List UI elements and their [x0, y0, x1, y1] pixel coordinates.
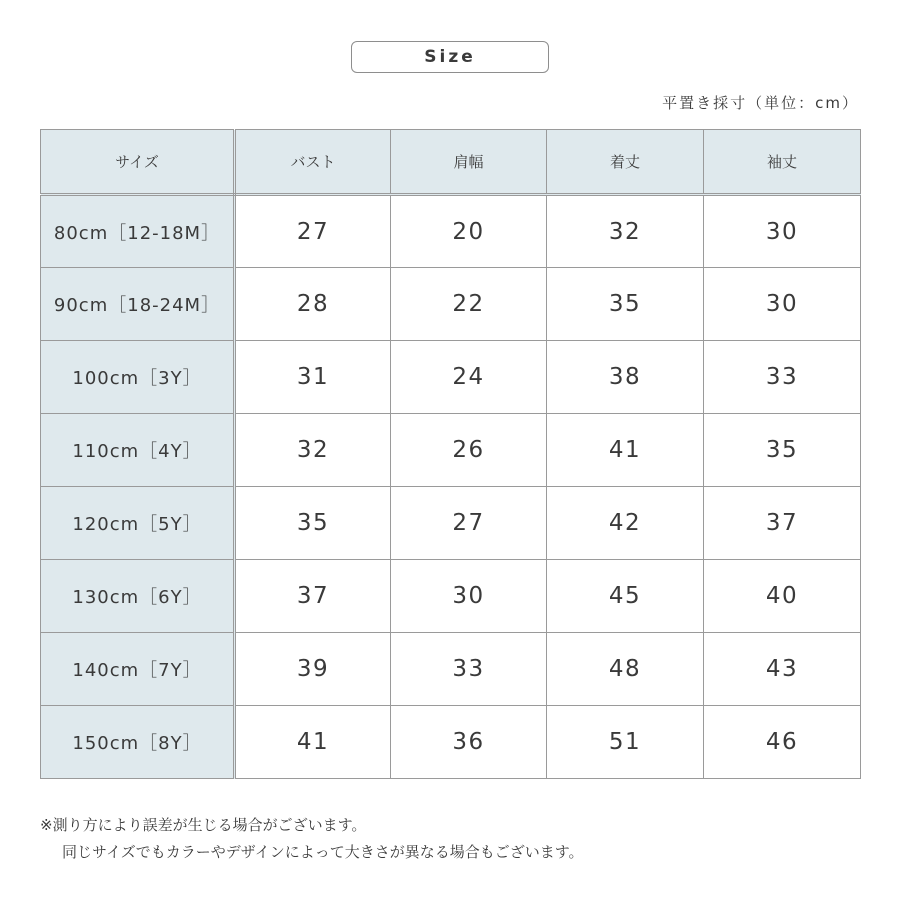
table-row — [41, 633, 861, 706]
shoulder-width-value: 36 — [391, 706, 547, 779]
table-row — [41, 195, 861, 268]
column-header-size: サイズ — [41, 130, 235, 195]
length-value: 41 — [547, 414, 704, 487]
bust-value: 37 — [235, 560, 391, 633]
size-chart-header — [41, 130, 861, 195]
shoulder-width-value: 30 — [391, 560, 547, 633]
shoulder-width-value: 22 — [391, 268, 547, 341]
length-value: 42 — [547, 487, 704, 560]
shoulder-width-value: 26 — [391, 414, 547, 487]
column-header-shoulder-width: 肩幅 — [391, 130, 547, 195]
column-header-bust: バスト — [235, 130, 391, 195]
size-label: 120cm［5Y］ — [41, 487, 235, 560]
length-value: 35 — [547, 268, 704, 341]
column-header-length: 着丈 — [547, 130, 704, 195]
shoulder-width-value: 27 — [391, 487, 547, 560]
column-header-sleeve-length: 袖丈 — [704, 130, 861, 195]
table-row — [41, 414, 861, 487]
size-label: 80cm［12-18M］ — [41, 195, 235, 268]
bust-value: 31 — [235, 341, 391, 414]
bust-value: 32 — [235, 414, 391, 487]
bust-value: 39 — [235, 633, 391, 706]
length-value: 51 — [547, 706, 704, 779]
sleeve-length-value: 40 — [704, 560, 861, 633]
size-label: 100cm［3Y］ — [41, 341, 235, 414]
size-title: Size — [351, 41, 549, 73]
table-row — [41, 560, 861, 633]
shoulder-width-value: 20 — [391, 195, 547, 268]
note-measurement-error: ※測り方により誤差が生じる場合がございます。 — [40, 816, 367, 834]
bust-value: 35 — [235, 487, 391, 560]
measurement-notes — [40, 812, 584, 866]
sleeve-length-value: 35 — [704, 414, 861, 487]
size-label: 140cm［7Y］ — [41, 633, 235, 706]
table-row — [41, 268, 861, 341]
sleeve-length-value: 46 — [704, 706, 861, 779]
sleeve-length-value: 33 — [704, 341, 861, 414]
bust-value: 41 — [235, 706, 391, 779]
header-row — [41, 130, 861, 195]
table-row — [41, 341, 861, 414]
table-row — [41, 487, 861, 560]
size-label: 90cm［18-24M］ — [41, 268, 235, 341]
size-label: 110cm［4Y］ — [41, 414, 235, 487]
sleeve-length-value: 37 — [704, 487, 861, 560]
size-label: 150cm［8Y］ — [41, 706, 235, 779]
size-chart-table — [40, 129, 861, 779]
size-label: 130cm［6Y］ — [41, 560, 235, 633]
size-chart-body — [41, 195, 861, 779]
sleeve-length-value: 30 — [704, 195, 861, 268]
bust-value: 28 — [235, 268, 391, 341]
length-value: 32 — [547, 195, 704, 268]
sleeve-length-value: 30 — [704, 268, 861, 341]
shoulder-width-value: 33 — [391, 633, 547, 706]
measurement-unit-note: 平置き採寸（単位：cm） — [662, 94, 859, 112]
bust-value: 27 — [235, 195, 391, 268]
length-value: 45 — [547, 560, 704, 633]
sleeve-length-value: 43 — [704, 633, 861, 706]
length-value: 38 — [547, 341, 704, 414]
table-row — [41, 706, 861, 779]
shoulder-width-value: 24 — [391, 341, 547, 414]
note-size-variation: 同じサイズでもカラーやデザインによって大きさが異なる場合もございます。 — [62, 843, 584, 861]
length-value: 48 — [547, 633, 704, 706]
